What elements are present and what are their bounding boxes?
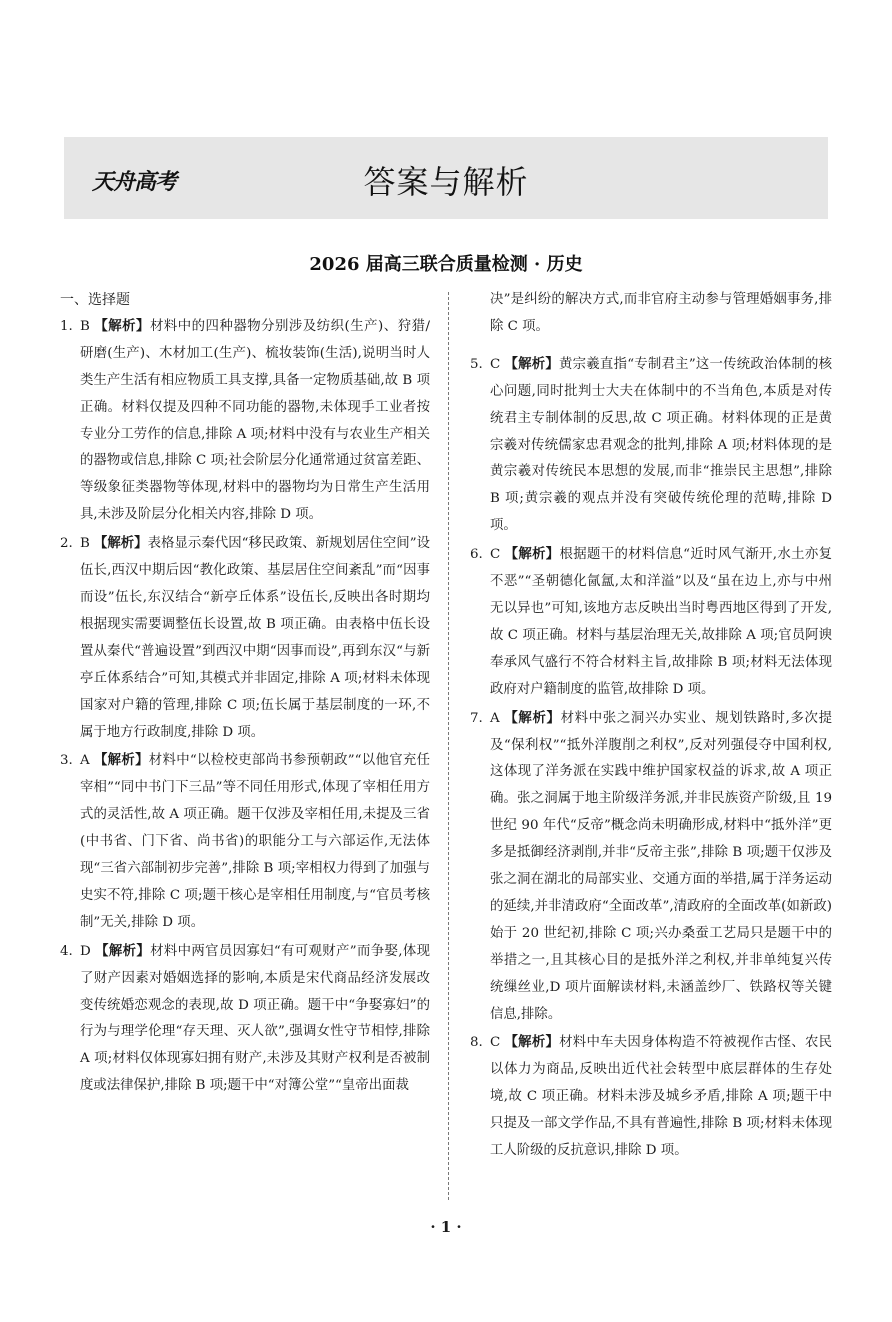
column-divider (448, 292, 449, 1200)
answer-letter: B (80, 536, 90, 552)
analysis-text: 材料中两官员因寡妇“有可观财产”而争娶,体现了财产因素对婚姻选择的影响,本质是宋代商品经济发展改变传统婚恋观念的表现,故 D 项正确。题干中“争娶寡妇”的行为与理学伦理“存天理、灭人欲”,强调女性守节相悖,排除 A 项;材料仅体现寡妇拥有财产,未涉及其财产权利是否被制度或法律保护,排除 B 项;题干中“对簿公堂”“皇帝出面裁 (80, 943, 430, 1094)
question-1 (60, 314, 430, 529)
analysis-tag: 【解析】 (93, 318, 150, 334)
analysis-tag: 【解析】 (504, 547, 560, 563)
analysis-tag: 【解析】 (504, 356, 560, 372)
header-banner (64, 137, 828, 219)
answer-letter: A (80, 753, 90, 769)
question-4 (60, 939, 430, 1100)
answer-letter: C (490, 547, 501, 563)
answer-letter: D (80, 943, 91, 959)
page-number: · 1 · (430, 1218, 462, 1236)
analysis-tag: 【解析】 (93, 753, 149, 769)
question-5 (470, 352, 832, 540)
question-number: 3. (60, 753, 73, 769)
question-number: 4. (60, 943, 73, 959)
analysis-text: 材料中张之洞兴办实业、规划铁路时,多次提及“保利权”“抵外洋腹削之利权”,反对列强侵夺中国利权,这体现了洋务派在实践中维护国家权益的诉求,故 A 项正确。张之洞属于地主阶级洋务派,并非民族资产阶级,且 19 世纪 90 年代“反帝”概念尚未明确形成,材料中“抵外洋”更多是抵御经济剥削,并非“反帝主张”,排除 B 项;题干仅涉及张之洞在湖北的局部实业、交通方面的举措,属于洋务运动的延续,并非清政府“全面改革”,清政府的全面改革(如新政)始于 20 世纪初,排除 C 项;兴办桑蚕工艺局只是题干中的举措之一,且其核心目的是抵外洋之利权,并非单纯复兴传统缫丝业,D 项片面解读材料,未涵盖纱厂、铁路权等关键信息,排除。 (490, 710, 832, 1022)
question-4-continued (470, 287, 832, 350)
analysis-text: 根据题干的材料信息“近时风气渐开,水土亦复不恶”“圣朝德化氤氲,太和洋溢”以及“虽在边上,亦与中州无以异也”可知,该地方志反映出当时粤西地区得到了开发,故 C 项正确。材料与基层治理无关,故排除 A 项;官员阿谀奉承风气盛行不符合材料主旨,故排除 B 项;材料无法体现政府对户籍制度的监管,故排除 D 项。 (490, 547, 832, 697)
left-column (60, 287, 430, 1102)
question-number: 1. (60, 318, 73, 334)
right-column (470, 287, 832, 1167)
analysis-text: 决”是纠纷的解决方式,而非官府主动参与管理婚姻事务,排除 C 项。 (490, 292, 832, 334)
analysis-tag: 【解析】 (503, 710, 561, 726)
analysis-text: 材料中的四种器物分别涉及纺织(生产)、狩猎/研磨(生产)、木材加工(生产)、梳妆装饰(生活),说明当时人类生产生活有相应物质工具支撑,具备一定物质基础,故 B 项正确。材料仅提及四种不同功能的器物,未体现手工业者按专业分工劳作的信息,排除 A 项;材料中没有与农业生产相关的器物或信息,排除 C 项;社会阶层分化通常通过贫富差距、等级象征类器物等体现,材料中的器物均为日常生产生活用具,未涉及阶层分化相关内容,排除 D 项。 (80, 318, 430, 523)
analysis-text: 表格显示秦代因“移民政策、新规划居住空间”设伍长,西汉中期后因“教化政策、基层居住空间紊乱”而“因事而设”伍长,东汉结合“新亭丘体系”设伍长,反映出各时期均根据现实需要调整伍长设置,故 B 项正确。由表格中伍长设置从秦代“普遍设置”到西汉中期“因事而设”,再到东汉“与新亭丘体系结合”可知,其模式并非固定,排除 A 项;材料未体现国家对户籍的管理,排除 C 项;伍长属于基层制度的一环,不属于地方行政制度,排除 D 项。 (80, 536, 430, 740)
question-number: 8. (470, 1035, 483, 1051)
question-number: 2. (60, 536, 73, 552)
question-6 (470, 542, 832, 703)
page-title: 答案与解析 (363, 163, 529, 201)
question-7 (470, 706, 832, 1029)
answer-letter: A (490, 710, 500, 726)
question-number: 7. (470, 710, 483, 726)
analysis-tag: 【解析】 (94, 943, 151, 959)
question-3 (60, 748, 430, 936)
answer-letter: B (80, 318, 90, 334)
answer-letter: C (490, 1035, 501, 1051)
analysis-tag: 【解析】 (93, 536, 148, 552)
exam-title: 2026 届高三联合质量检测 · 历史 (309, 254, 583, 275)
analysis-text: 材料中“以检校吏部尚书参预朝政”“以他官充任宰相”“同中书门下三品”等不同任用形式,体现了宰相任用方式的灵活性,故 A 项正确。题干仅涉及宰相任用,未提及三省(中书省、门下省、尚书省)的职能分工与六部运作,无法体现“三省六部制初步完善”,排除 B 项;宰相权力得到了加强与史实不符,排除 C 项;题干核心是宰相任用制度,与“官员考核制”无关,排除 D 项。 (80, 753, 430, 930)
brand-logo: 天舟高考 (92, 170, 177, 195)
question-number: 5. (470, 356, 483, 372)
analysis-text: 黄宗羲直指“专制君主”这一传统政治体制的核心问题,同时批判士大夫在体制中的不当角色,本质是对传统君主专制体制的反思,故 C 项正确。材料体现的正是黄宗羲对传统儒家忠君观念的批判,排除 A 项;材料体现的是黄宗羲对传统民本思想的发展,而非“推崇民主思想”,排除 B 项;黄宗羲的观点并没有突破传统伦理的范畴,排除 D 项。 (490, 356, 832, 534)
question-2 (60, 531, 430, 746)
question-8 (470, 1030, 832, 1165)
analysis-tag: 【解析】 (504, 1035, 560, 1051)
question-number: 6. (470, 547, 483, 563)
analysis-text: 材料中车夫因身体构造不符被视作古怪、农民以体力为商品,反映出近代社会转型中底层群体的生存处境,故 C 项正确。材料未涉及城乡矛盾,排除 A 项;题干中只提及一部文学作品,不具有普遍性,排除 B 项;材料未体现工人阶级的反抗意识,排除 D 项。 (490, 1035, 832, 1159)
answer-letter: C (490, 356, 501, 372)
section-heading: 一、选择题 (60, 292, 130, 308)
